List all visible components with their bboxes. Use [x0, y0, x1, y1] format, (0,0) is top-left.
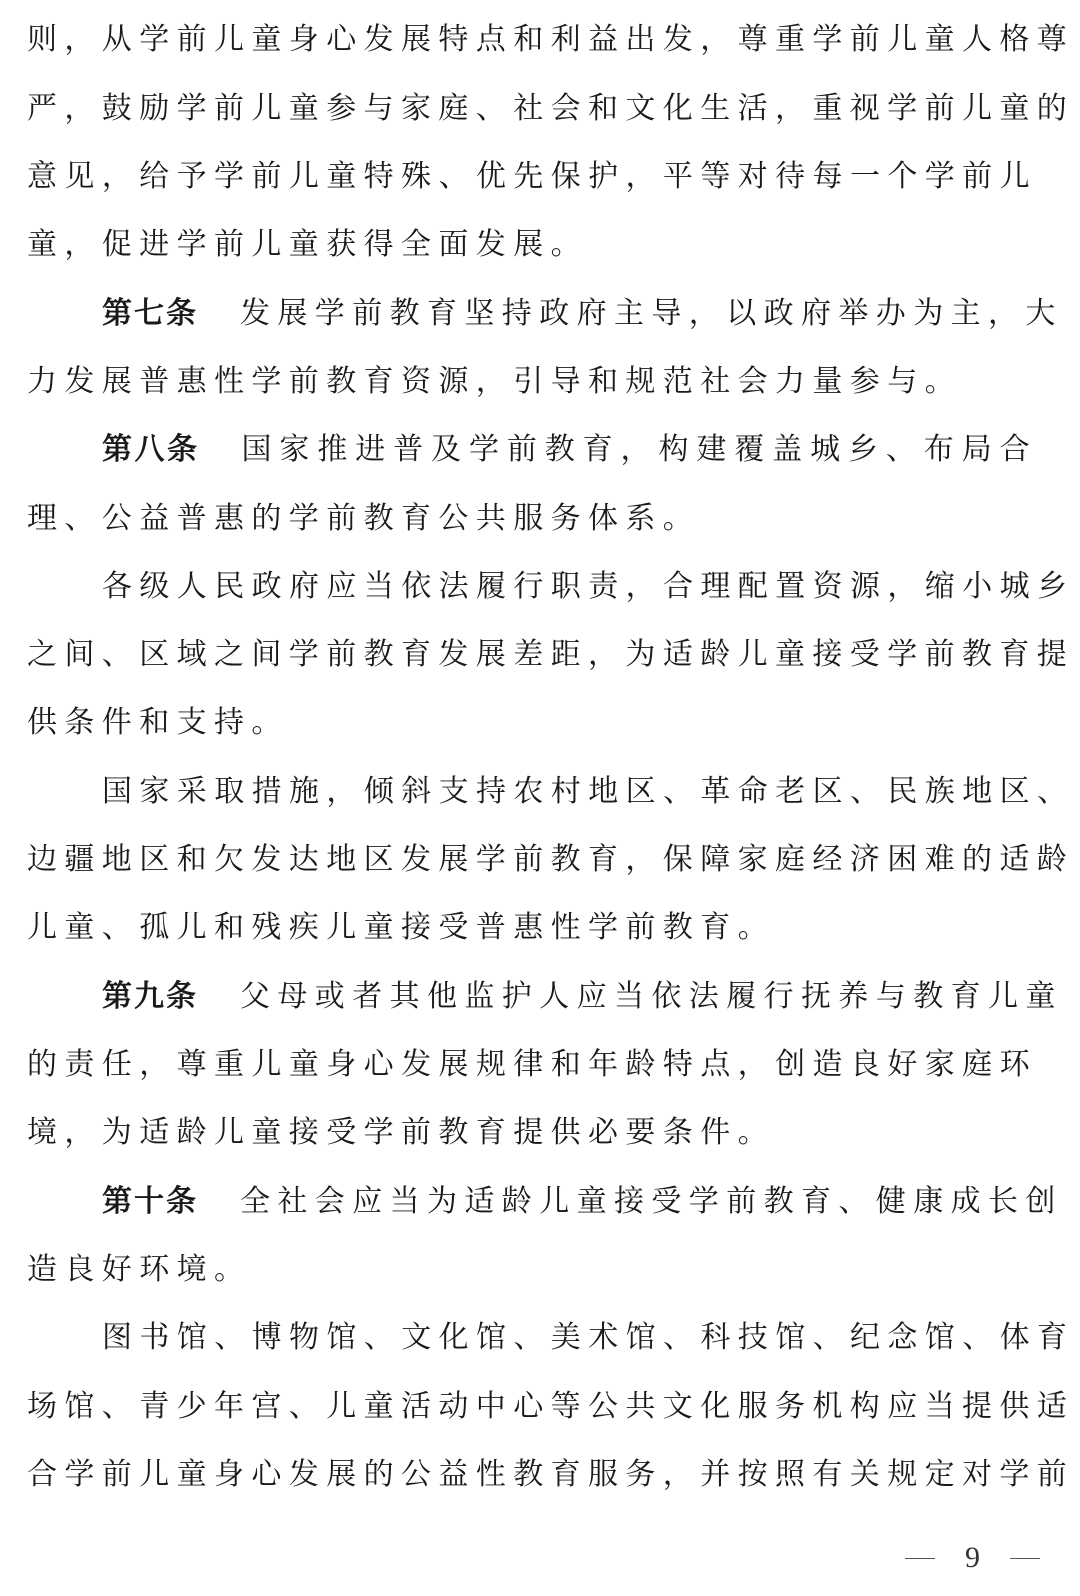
- article-text: 发展学前教育坚持政府主导，以政府举办为主，大: [240, 296, 1063, 331]
- dash-right: [1010, 1558, 1040, 1559]
- dash-left: [905, 1558, 935, 1559]
- text-line: 力发展普惠性学前教育资源，引导和规范社会力量参与。: [27, 364, 962, 399]
- text-line: 造良好环境。: [27, 1252, 252, 1287]
- paragraph-first-line: 国家采取措施，倾斜支持农村地区、革命老区、民族地区、: [102, 774, 1075, 809]
- page-number-value: 9: [965, 1541, 980, 1574]
- text-line: 之间、区域之间学前教育发展差距，为适龄儿童接受学前教育提: [27, 637, 1075, 672]
- paragraph-first-line: 各级人民政府应当依法履行职责，合理配置资源，缩小城乡: [102, 569, 1075, 604]
- article-text: 全社会应当为适龄儿童接受学前教育、健康成长创: [240, 1184, 1063, 1219]
- text-line: 儿童、孤儿和残疾儿童接受普惠性学前教育。: [27, 910, 775, 945]
- article-heading: 第十条: [102, 1184, 198, 1219]
- text-line: 则，从学前儿童身心发展特点和利益出发，尊重学前儿童人格尊: [27, 22, 1075, 57]
- text-line: 童，促进学前儿童获得全面发展。: [27, 227, 588, 262]
- text-line: 边疆地区和欠发达地区发展学前教育，保障家庭经济困难的适龄: [27, 842, 1075, 877]
- text-line: 境，为适龄儿童接受学前教育提供必要条件。: [27, 1115, 775, 1150]
- page-number: [905, 1538, 1040, 1578]
- text-line: 的责任，尊重儿童身心发展规律和年龄特点，创造良好家庭环: [27, 1047, 1037, 1082]
- article-heading: 第八条: [102, 432, 200, 467]
- article-8-line: [102, 428, 1037, 472]
- article-text: 父母或者其他监护人应当依法履行抚养与教育儿童: [240, 979, 1063, 1014]
- text-line: 场馆、青少年宫、儿童活动中心等公共文化服务机构应当提供适: [27, 1389, 1075, 1424]
- text-line: 意见，给予学前儿童特殊、优先保护，平等对待每一个学前儿: [27, 159, 1037, 194]
- article-10-line: [102, 1180, 1063, 1224]
- article-heading: 第九条: [102, 979, 198, 1014]
- article-heading: 第七条: [102, 296, 198, 331]
- article-9-line: [102, 975, 1063, 1019]
- text-line: 理、公益普惠的学前教育公共服务体系。: [27, 501, 701, 536]
- paragraph-first-line: 图书馆、博物馆、文化馆、美术馆、科技馆、纪念馆、体育: [102, 1320, 1075, 1355]
- text-line: 供条件和支持。: [27, 705, 289, 740]
- article-7-line: [102, 292, 1063, 336]
- text-line: 严，鼓励学前儿童参与家庭、社会和文化生活，重视学前儿童的: [27, 91, 1075, 126]
- article-text: 国家推进普及学前教育，构建覆盖城乡、布局合: [241, 432, 1037, 467]
- text-line: 合学前儿童身心发展的公益性教育服务，并按照有关规定对学前: [27, 1457, 1075, 1492]
